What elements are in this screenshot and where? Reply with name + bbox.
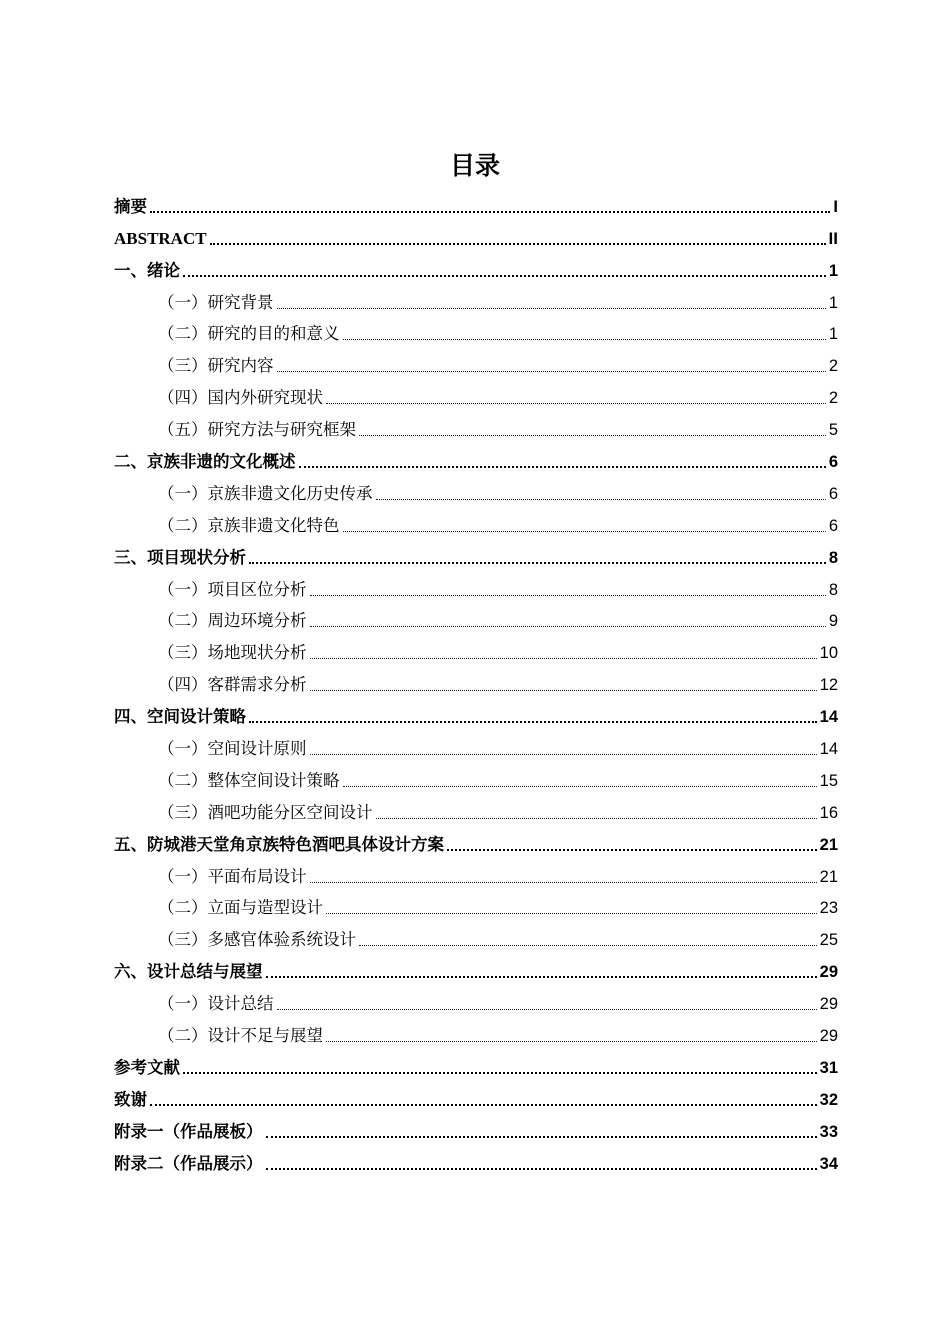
toc-dot-leader — [326, 913, 817, 914]
toc-dot-leader — [326, 403, 826, 404]
toc-entry-chapter[interactable] — [114, 541, 838, 573]
toc-dot-leader — [343, 786, 817, 787]
toc-page-number: 33 — [819, 1122, 838, 1141]
toc-dot-leader — [150, 211, 830, 213]
toc-page-number: 1 — [828, 293, 838, 312]
toc-entry-title: （二）设计不足与展望 — [158, 1026, 323, 1046]
toc-entry-section[interactable] — [114, 318, 838, 350]
toc-entry-title: 一、绪论 — [114, 260, 180, 280]
toc-entry-section[interactable] — [114, 381, 838, 413]
toc-entry-title: 六、设计总结与展望 — [114, 962, 263, 982]
toc-entry-title: 致谢 — [114, 1089, 147, 1109]
toc-page-number: 32 — [819, 1090, 838, 1109]
toc-entry-title: （二）京族非遗文化特色 — [158, 515, 340, 535]
toc-dot-leader — [376, 499, 826, 500]
toc-entry-chapter[interactable] — [114, 1147, 838, 1179]
toc-page-number: 8 — [828, 548, 838, 567]
toc-dot-leader — [210, 243, 826, 245]
toc-page-number: 15 — [819, 771, 838, 790]
toc-entry-title: 摘要 — [114, 196, 147, 216]
toc-dot-leader — [310, 754, 817, 755]
toc-entry-title: 五、防城港天堂角京族特色酒吧具体设计方案 — [114, 834, 444, 854]
toc-dot-leader — [310, 690, 817, 691]
toc-page-number: 6 — [828, 484, 838, 503]
toc-entry-title: （二）周边环境分析 — [158, 611, 307, 631]
toc-entry-chapter[interactable] — [114, 222, 838, 254]
toc-page-number: 14 — [819, 708, 838, 727]
toc-dot-leader — [359, 435, 826, 436]
toc-entry-title: 三、项目现状分析 — [114, 547, 246, 567]
toc-page-number: 29 — [819, 995, 838, 1014]
toc-entry-title: 附录二（作品展示） — [114, 1153, 263, 1173]
toc-page-number: 10 — [819, 644, 838, 663]
toc-page-number: 14 — [819, 740, 838, 759]
toc-page-number: 25 — [819, 931, 838, 950]
toc-entry-title: （一）空间设计原则 — [158, 739, 307, 759]
toc-dot-leader — [249, 721, 817, 723]
toc-entry-title: 四、空间设计策略 — [114, 707, 246, 727]
toc-dot-leader — [277, 371, 826, 372]
toc-dot-leader — [310, 882, 817, 883]
toc-dot-leader — [310, 626, 826, 627]
toc-entry-chapter[interactable] — [114, 1083, 838, 1115]
page-title: 目录 — [449, 151, 500, 180]
toc-page-number: 2 — [828, 389, 838, 408]
toc-entry-chapter[interactable] — [114, 700, 838, 732]
toc-dot-leader — [277, 1009, 817, 1010]
toc-entry-title: （一）设计总结 — [158, 994, 274, 1014]
toc-page-number: 29 — [819, 1027, 838, 1046]
toc-entry-section[interactable] — [114, 892, 838, 924]
toc-page-number: 2 — [828, 357, 838, 376]
toc-page-number: 5 — [828, 421, 838, 440]
toc-entry-section[interactable] — [114, 764, 838, 796]
toc-entry-section[interactable] — [114, 573, 838, 605]
toc-page-number: I — [833, 197, 838, 216]
toc-dot-leader — [249, 562, 826, 564]
toc-entry-section[interactable] — [114, 860, 838, 892]
toc-page-number: 9 — [828, 612, 838, 631]
toc-page-number: 29 — [819, 963, 838, 982]
toc-page-number: 1 — [828, 261, 838, 280]
toc-entry-title: （一）研究背景 — [158, 292, 274, 312]
toc-entry-section[interactable] — [114, 796, 838, 828]
toc-entry-section[interactable] — [114, 1019, 838, 1051]
toc-entry-title: （四）客群需求分析 — [158, 675, 307, 695]
toc-entry-section[interactable] — [114, 509, 838, 541]
toc-entry-title: （一）京族非遗文化历史传承 — [158, 483, 373, 503]
toc-entry-chapter[interactable] — [114, 955, 838, 987]
toc-entry-section[interactable] — [114, 987, 838, 1019]
toc-entry-title: （三）场地现状分析 — [158, 643, 307, 663]
toc-entry-title: （二）整体空间设计策略 — [158, 770, 340, 790]
toc-dot-leader — [343, 531, 826, 532]
toc-entry-title: （一）平面布局设计 — [158, 866, 307, 886]
toc-dot-leader — [310, 658, 817, 659]
table-of-contents — [114, 190, 838, 1179]
toc-entry-title: 二、京族非遗的文化概述 — [114, 452, 296, 472]
toc-entry-section[interactable] — [114, 732, 838, 764]
toc-entry-title: （五）研究方法与研究框架 — [158, 420, 356, 440]
toc-dot-leader — [266, 1136, 817, 1138]
toc-entry-chapter[interactable] — [114, 1115, 838, 1147]
toc-entry-title: （四）国内外研究现状 — [158, 388, 323, 408]
toc-page-number: 31 — [819, 1058, 838, 1077]
toc-entry-section[interactable] — [114, 923, 838, 955]
toc-page-number: 34 — [819, 1154, 838, 1173]
toc-dot-leader — [343, 339, 826, 340]
toc-entry-section[interactable] — [114, 413, 838, 445]
toc-entry-section[interactable] — [114, 477, 838, 509]
toc-dot-leader — [376, 818, 817, 819]
toc-dot-leader — [447, 849, 817, 851]
toc-dot-leader — [150, 1104, 817, 1106]
toc-entry-chapter[interactable] — [114, 1051, 838, 1083]
toc-entry-title: （三）多感官体验系统设计 — [158, 930, 356, 950]
toc-entry-title: 附录一（作品展板） — [114, 1121, 263, 1141]
toc-entry-section[interactable] — [114, 668, 838, 700]
toc-dot-leader — [266, 1168, 817, 1170]
toc-entry-title: （二）立面与造型设计 — [158, 898, 323, 918]
toc-page-number: 6 — [828, 453, 838, 472]
toc-dot-leader — [183, 1072, 817, 1074]
toc-dot-leader — [277, 308, 826, 309]
toc-page-number: 12 — [819, 676, 838, 695]
toc-dot-leader — [266, 976, 817, 978]
toc-entry-chapter[interactable] — [114, 254, 838, 286]
toc-dot-leader — [310, 595, 826, 596]
toc-page-number: 8 — [828, 580, 838, 599]
toc-page-number: 21 — [819, 835, 838, 854]
toc-entry-title: ABSTRACT — [114, 228, 207, 248]
toc-entry-section[interactable] — [114, 286, 838, 318]
toc-entry-section[interactable] — [114, 636, 838, 668]
toc-entry-section[interactable] — [114, 605, 838, 637]
toc-dot-leader — [299, 466, 826, 468]
toc-page-number: 1 — [828, 325, 838, 344]
toc-entry-title: （三）酒吧功能分区空间设计 — [158, 802, 373, 822]
toc-page-number: 23 — [819, 899, 838, 918]
toc-page-number: 16 — [819, 803, 838, 822]
toc-page-number: II — [828, 228, 838, 248]
toc-entry-chapter[interactable] — [114, 190, 838, 222]
toc-entry-title: 参考文献 — [114, 1057, 180, 1077]
toc-entry-title: （一）项目区位分析 — [158, 579, 307, 599]
toc-entry-title: （二）研究的目的和意义 — [158, 324, 340, 344]
toc-entry-section[interactable] — [114, 349, 838, 381]
toc-dot-leader — [183, 275, 826, 277]
toc-entry-chapter[interactable] — [114, 828, 838, 860]
toc-entry-title: （三）研究内容 — [158, 356, 274, 376]
toc-dot-leader — [359, 945, 817, 946]
toc-dot-leader — [326, 1041, 817, 1042]
toc-page-number: 21 — [819, 867, 838, 886]
toc-entry-chapter[interactable] — [114, 445, 838, 477]
toc-page-number: 6 — [828, 516, 838, 535]
